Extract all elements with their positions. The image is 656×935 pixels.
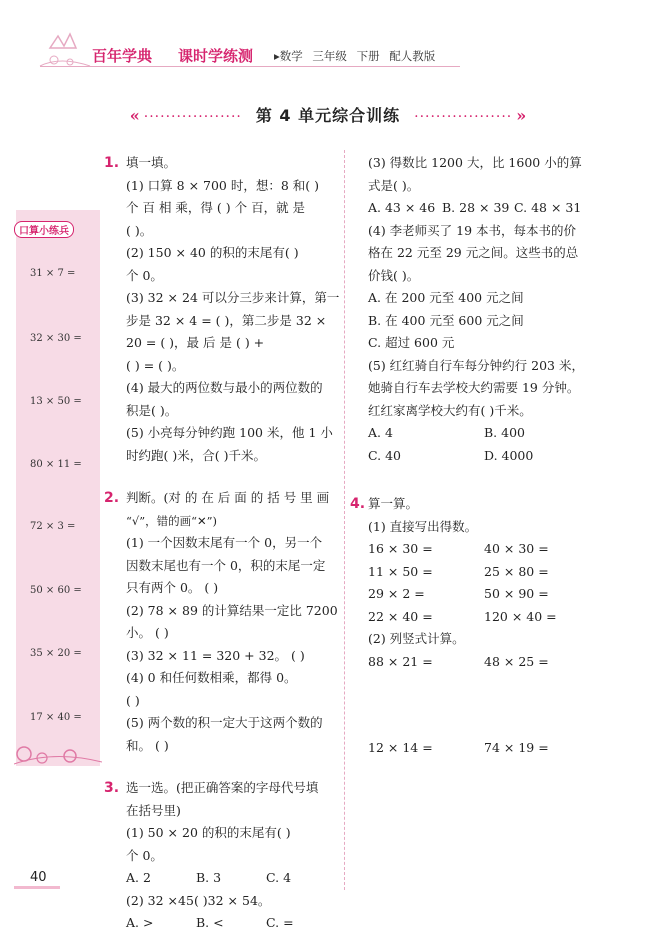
page-number-bar: [14, 886, 60, 889]
question-line: (5) 小亮每分钟约跑 100 米，他 1 小: [126, 425, 333, 440]
question-line: (4) 最大的两位数与最小的两位数的: [126, 380, 323, 395]
option: A. 43 × 46: [368, 200, 436, 215]
option: A. 2: [126, 870, 151, 885]
question-line: (3) 32 × 11 = 320 + 32。 ( ): [126, 647, 305, 663]
question-line: 因数末尾也有一个 0，积的末尾一定: [126, 557, 326, 573]
calc-item: 88 × 21 =: [368, 653, 433, 669]
question-line: (3) 得数比 1200 大，比 1600 小的算: [368, 155, 582, 170]
question-line: (3) 32 × 24 可以分三步来计算，第一: [126, 290, 340, 305]
calc-row: [368, 538, 600, 561]
sidebar-item: 50 × 60 =: [30, 585, 82, 596]
question-line: 小。 ( ): [126, 625, 169, 640]
options-row: [368, 197, 600, 220]
calc-item: 50 × 90 =: [484, 586, 549, 601]
question-line: ( ) = ( )。: [126, 357, 185, 373]
sidebar-item: 35 × 20 =: [30, 648, 82, 659]
option: B. 400: [484, 425, 525, 440]
question-line: (5) 红红骑自行车每分钟约行 203 米，: [368, 357, 584, 373]
calc-item: 29 × 2 =: [368, 586, 425, 601]
question-line: 式是( )。: [368, 177, 420, 193]
page-number: 40: [30, 870, 47, 885]
question-line: 红红家离学校大约有( )千米。: [368, 402, 532, 418]
calc-item: 22 × 40 =: [368, 608, 433, 624]
brand-subtitle: 课时学练测: [178, 47, 254, 65]
column-divider: [344, 150, 345, 890]
question-line: 和。 ( ): [126, 737, 169, 753]
calc-row: [368, 583, 600, 606]
calc-row: [368, 606, 600, 629]
calc-item: 12 × 14 =: [368, 740, 433, 755]
section-title: 填一填。: [126, 155, 177, 170]
question-line: 个 0。: [126, 847, 163, 863]
question-line: (1) 50 × 20 的积的末尾有( ): [126, 825, 291, 840]
calc-item: 74 × 19 =: [484, 740, 549, 755]
question-line: 步是 32 × 4 = ( )，第二步是 32 ×: [126, 312, 327, 328]
question-line: 个 百 相 乘，得 ( ) 个 百，就 是: [126, 200, 306, 215]
sidebar-badge: 口算小练兵: [14, 221, 74, 238]
sidebar-item: 13 × 50 =: [30, 396, 82, 407]
calc-item: 48 × 25 =: [484, 653, 549, 669]
question-line: (2) 32 ×45( )32 × 54。: [126, 892, 271, 908]
options-row: [368, 422, 600, 445]
double-chevron-left-icon: «: [129, 106, 140, 125]
section-title: 算一算。: [368, 496, 419, 511]
question-line: (2) 150 × 40 的积的末尾有( ): [126, 245, 299, 260]
calc-item: 16 × 30 =: [368, 541, 433, 556]
section-choose: [104, 777, 340, 935]
double-chevron-right-icon: »: [516, 106, 527, 125]
right-column: [350, 152, 600, 760]
question-line: 她骑自行车去学校大约需要 19 分钟。: [368, 380, 580, 395]
question-line: (5) 两个数的积一定大于这两个数的: [126, 715, 323, 730]
section-judge: [104, 487, 340, 757]
option: C. 超过 600 元: [368, 335, 455, 350]
question-line: (1) 口算 8 × 700 时，想：8 和( ): [126, 177, 320, 193]
option: C. =: [266, 915, 294, 930]
option: A. 在 200 元至 400 元之间: [368, 290, 524, 305]
sidebar-item: 72 × 3 =: [30, 521, 76, 532]
options-row: [126, 867, 340, 890]
calc-item: 120 × 40 =: [484, 608, 557, 624]
option: D. 4000: [484, 447, 534, 463]
dot-leader-left: ··················: [143, 109, 242, 125]
question-line: ( ): [126, 692, 140, 708]
section-fill-blank: [104, 152, 340, 467]
section-calculate: [350, 493, 600, 760]
question-line: 时约跑( )米，合( )千米。: [126, 447, 266, 463]
subsection-title: (2) 列竖式计算。: [368, 631, 465, 646]
unit-title-bar: [0, 103, 656, 126]
question-line: (4) 0 和任何数相乘，都得 0。: [126, 670, 297, 685]
option: C. 48 × 31: [514, 200, 582, 215]
options-row: [368, 445, 600, 468]
oral-practice-sidebar: [16, 210, 100, 766]
calc-item: 25 × 80 =: [484, 563, 549, 579]
options-row: [126, 912, 340, 935]
option: B. <: [196, 915, 224, 930]
question-line: 积是( )。: [126, 402, 178, 418]
question-line: 个 0。: [126, 267, 163, 283]
sidebar-item: 31 × 7 =: [30, 268, 76, 279]
section-title: 选一选。(把正确答案的字母代号填: [126, 780, 319, 795]
option: B. 3: [196, 870, 222, 885]
option: C. 40: [368, 447, 401, 463]
question-line: (2) 78 × 89 的计算结果一定比 7200: [126, 602, 338, 618]
vertical-calc-row: [368, 651, 600, 674]
subsection-title: (1) 直接写出得数。: [368, 518, 478, 534]
question-line: 格在 22 元至 29 元之间。这些书的总: [368, 245, 579, 260]
question-line: 价钱( )。: [368, 267, 420, 283]
section-number: 1.: [104, 155, 120, 171]
unit-title: 第 4 单元综合训练: [255, 106, 401, 125]
section-number: 2.: [104, 490, 120, 506]
section-title-cont: “√”，错的画“✕”): [126, 513, 217, 528]
question-line: ( )。: [126, 222, 153, 238]
header-divider: [40, 66, 460, 67]
option: A. 4: [368, 425, 393, 440]
sidebar-item: 32 × 30 =: [30, 333, 82, 344]
section-title: 判断。(对 的 在 后 面 的 括 号 里 画: [126, 490, 330, 505]
sidebar-item: 17 × 40 =: [30, 712, 82, 723]
brand-title: 百年学典: [92, 47, 153, 65]
question-line: (1) 一个因数末尾有一个 0，另一个: [126, 535, 323, 550]
section-number: 4.: [350, 496, 366, 512]
option: A. >: [126, 915, 154, 930]
vertical-calc-row: [368, 737, 600, 760]
calc-item: 11 × 50 =: [368, 563, 433, 579]
question-line: 只有两个 0。 ( ): [126, 580, 219, 595]
section-number: 3.: [104, 780, 120, 796]
left-column: [104, 152, 340, 935]
subject-info: ▸数学 三年级 下册 配人教版: [274, 49, 436, 63]
dot-leader-right: ··················: [414, 109, 513, 125]
question-line: 20 = ( )，最 后 是 ( ) +: [126, 335, 265, 350]
flower-decoration-icon: [14, 740, 102, 770]
sidebar-item: 80 × 11 =: [30, 459, 82, 470]
page-header: [0, 0, 656, 80]
option: B. 在 400 元至 600 元之间: [368, 312, 524, 328]
section-title-cont: 在括号里): [126, 802, 181, 818]
option: C. 4: [266, 870, 292, 885]
calc-item: 40 × 30 =: [484, 541, 549, 556]
question-line: (4) 李老师买了 19 本书，每本书的价: [368, 222, 577, 238]
calc-row: [368, 561, 600, 584]
option: B. 28 × 39: [442, 200, 510, 215]
